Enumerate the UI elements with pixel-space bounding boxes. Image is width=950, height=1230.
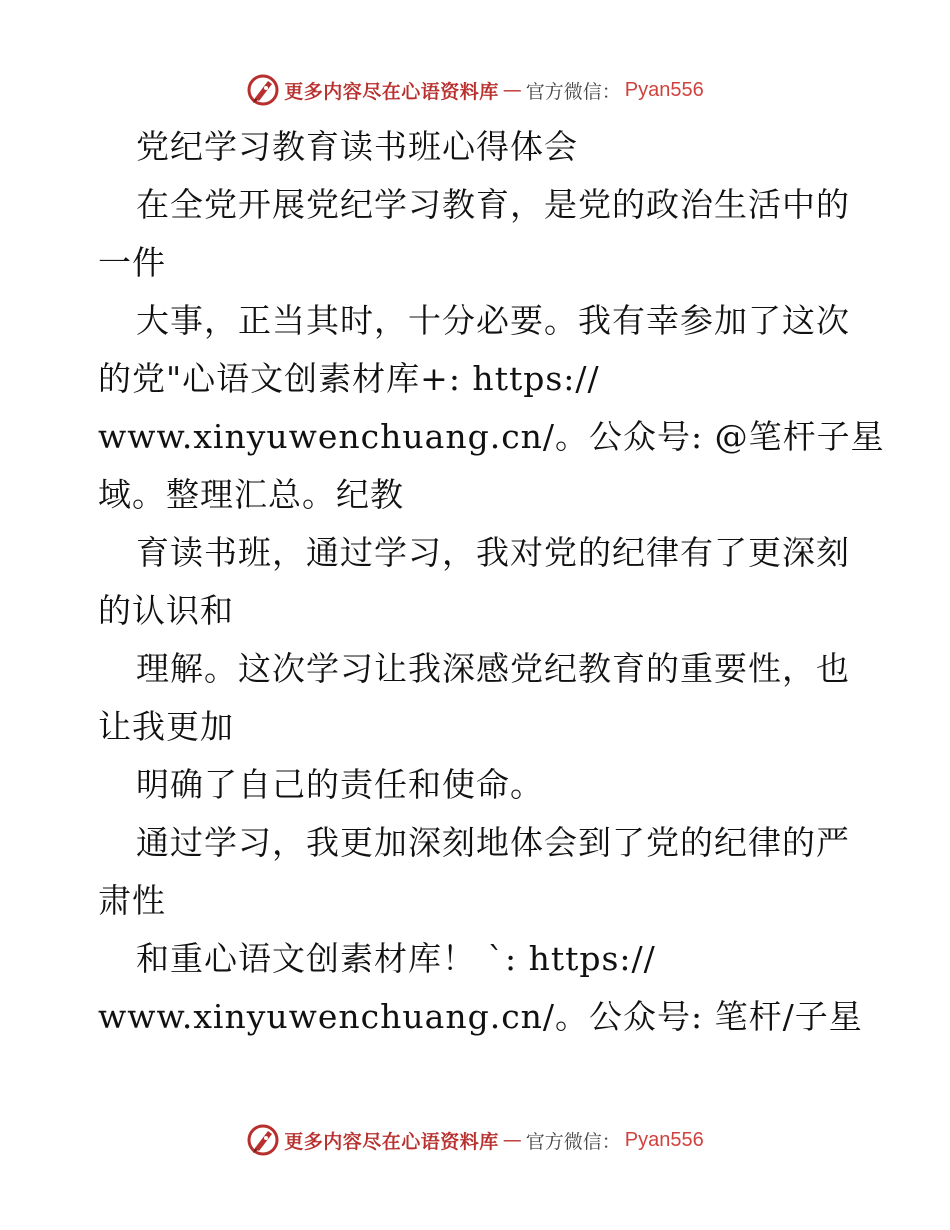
paragraph-line: 一件: [98, 243, 166, 282]
paragraph-line: www.xinyuwenchuang.cn/。公众号: 笔杆/子星: [98, 997, 863, 1036]
document-title: 党纪学习教育读书班心得体会: [136, 127, 578, 166]
header-separator: —: [502, 79, 522, 101]
quill-pen-logo-icon: [246, 1123, 280, 1157]
header-tagline: 更多内容尽在心语资料库: [284, 80, 499, 103]
paragraph-line: 域。整理汇总。纪教: [98, 475, 404, 514]
footer-contact-label: 官方微信：: [525, 1130, 621, 1153]
header-contact-label: 官方微信：: [525, 80, 621, 103]
header-banner: [0, 70, 950, 110]
footer-tagline: 更多内容尽在心语资料库: [284, 1130, 499, 1153]
paragraph-line: 理解。这次学习让我深感党纪教育的重要性，也: [136, 649, 850, 688]
paragraph-line: 和重心语文创素材库！ `: https://: [136, 939, 656, 978]
footer-contact-id: Pyan556: [624, 1128, 704, 1151]
paragraph-line: 的认识和: [98, 591, 234, 630]
footer-separator: —: [502, 1129, 522, 1151]
paragraph-line: 通过学习，我更加深刻地体会到了党的纪律的严: [136, 823, 850, 862]
footer-banner: [0, 1120, 950, 1160]
paragraph-line: 的党"心语文创素材库+: https://: [98, 359, 600, 398]
quill-pen-logo-icon: [246, 73, 280, 107]
paragraph-line: www.xinyuwenchuang.cn/。公众号: @笔杆子星: [98, 417, 885, 456]
paragraph-line: 育读书班，通过学习，我对党的纪律有了更深刻: [136, 533, 850, 572]
paragraph-line: 大事，正当其时，十分必要。我有幸参加了这次: [136, 301, 850, 340]
header-contact-id: Pyan556: [624, 78, 704, 101]
paragraph-line: 明确了自己的责任和使命。: [136, 765, 544, 804]
document-body: [98, 118, 885, 1046]
paragraph-line: 肃性: [98, 881, 166, 920]
paragraph-line: 在全党开展党纪学习教育，是党的政治生活中的: [136, 185, 850, 224]
paragraph-line: 让我更加: [98, 707, 234, 746]
